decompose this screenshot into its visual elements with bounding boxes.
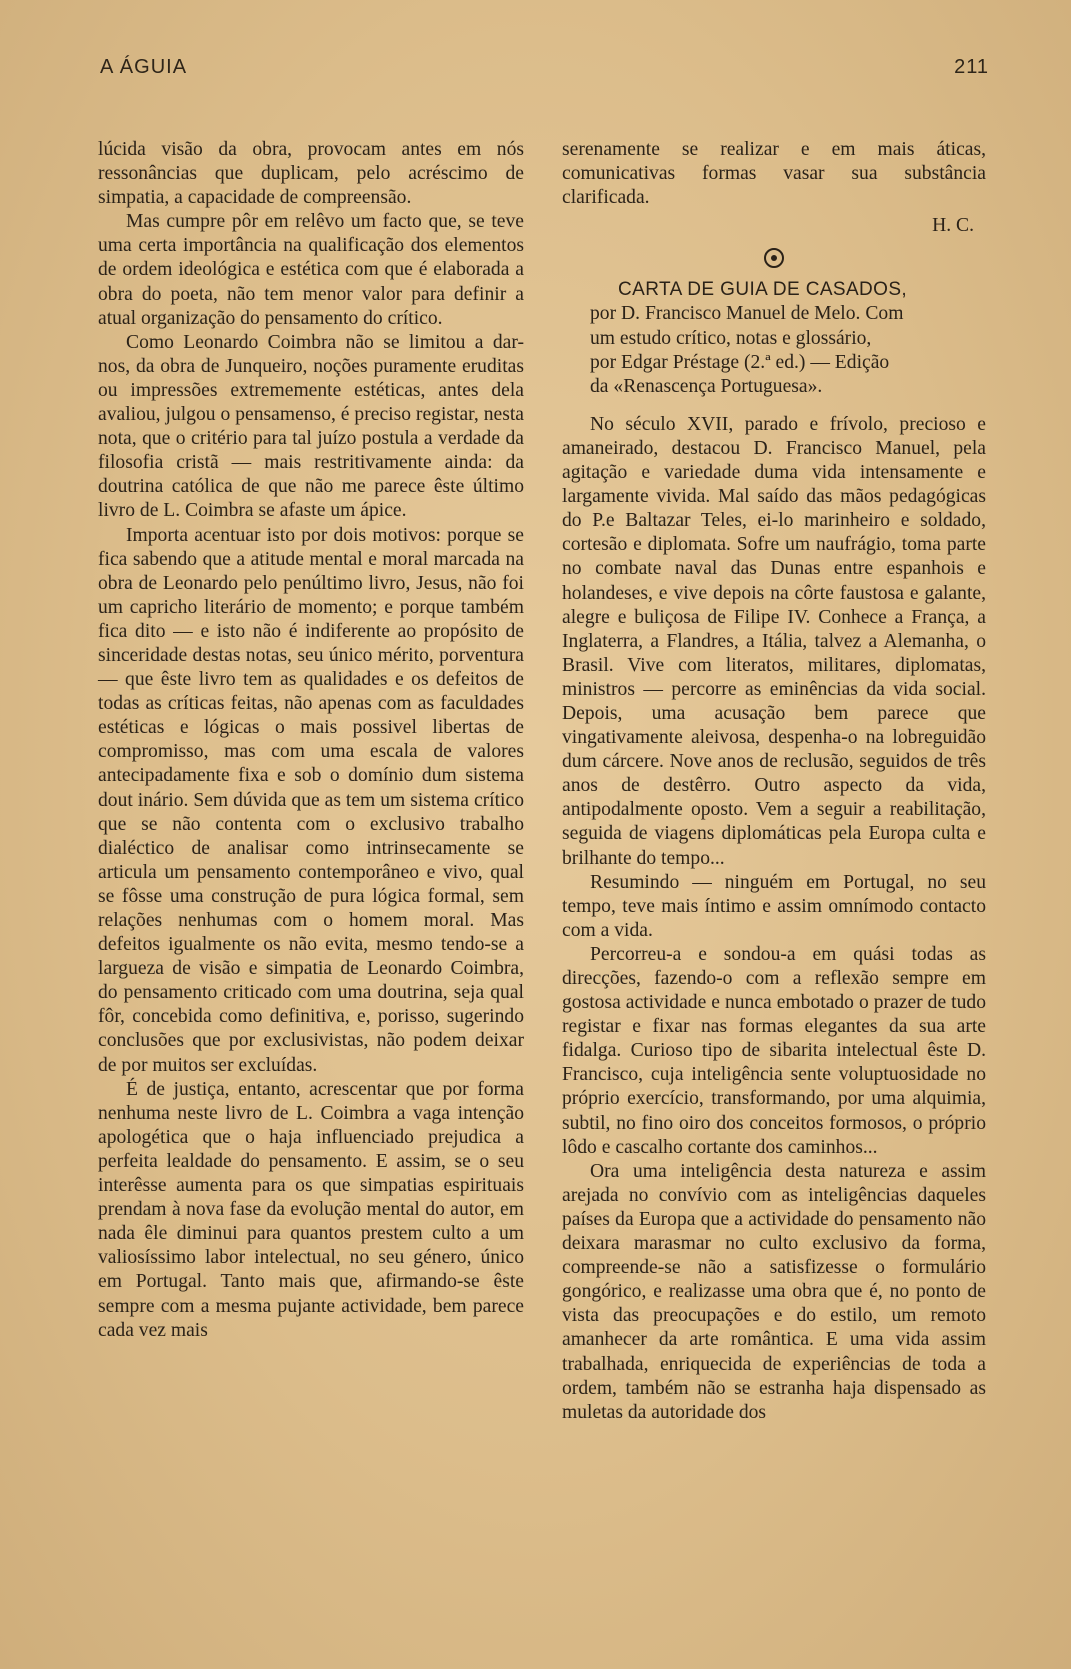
review-line: um estudo crítico, notas e glossário, — [590, 327, 872, 349]
paragraph: Ora uma inteligência desta natureza e assim arejada no convívio com as inteligências daqueles países da Europa que a actividade do pensamento não deixara marasmar no culto exclusivo da forma, compreende-se não a satisfizesse o formulário gongórico, e realizasse uma obra que é, no ponto de vista das preocupações e do estilo, um remoto amanhecer da arte romântica. E uma vida assim trabalhada, enriquecida de experiências de toda a ordem, também não se estranha haja dispensado as muletas da autoridade dos — [562, 1160, 986, 1423]
review-title: CARTA DE GUIA DE CASADOS, — [618, 279, 908, 301]
paragraph: Mas cumpre pôr em relêvo um facto que, se teve uma certa importância na qualificação dos elementos de ordem ideológica e estética com que é elaborada a obra do poeta, não tem menor valor para definir a atual organização do pensamento do crítico. — [98, 211, 524, 329]
review-line: por Edgar Préstage (2.ª ed.) — Edição — [590, 351, 890, 373]
paragraph: serenamente se realizar e em mais áticas, comunicativas formas vasar sua substância clarificada. — [562, 139, 986, 209]
left-column — [98, 138, 524, 1343]
page-number: 211 — [954, 56, 989, 78]
review-heading — [562, 278, 986, 398]
paragraph: Resumindo — ninguém em Portugal, no seu tempo, teve mais íntimo e assim omnímodo contacto com a vida. — [562, 871, 986, 941]
review-line: por D. Francisco Manuel de Melo. Com — [590, 303, 904, 325]
right-column — [562, 138, 986, 1425]
running-head — [100, 56, 989, 79]
paragraph: lúcida visão da obra, provocam antes em nós ressonâncias que duplicam, pelo acréscimo de simpatia, a capacidade de compreensão. — [98, 139, 524, 209]
review-line: da «Renascença Portuguesa». — [590, 375, 823, 397]
author-signature: H. C. — [932, 215, 974, 237]
circled-dot-ornament-icon — [764, 248, 784, 268]
paragraph: Importa acentuar isto por dois motivos: porque se fica sabendo que a atitude mental e moral marcada na obra de Leonardo pelo penúltimo livro, Jesus, não foi um capricho literário de momento; e porque também fica dito — e isto não é indiferente ao propósito de sinceridade destas notas, seu único mérito, porventura — que êste livro tem as qualidades e os defeitos de todas as críticas feitas, não apenas com as faculdades estéticas e lógicas o mais possivel libertas de compromisso, mas com uma escala de valores antecipadamente fixa e sob o domínio dum sistema dout inário. Sem dúvida que as tem um sistema crítico que se não contenta com o exclusivo trabalho dialéctico de analisar como intrinsecamente se articula um pensamento contemporâneo e vivo, qual se fôsse uma construção de pura lógica formal, sem relações nenhumas com o homem moral. Mas defeitos igualmente os não evita, mesmo tendo-se a largueza de visão e simpatia de Leonardo Coimbra, do pensamento criticado com uma doutrina, seja qual fôr, concebida como definitiva, e, porisso, sugerindo conclusões que por exclusivistas, não podem deixar de por muitos ser excluídas. — [98, 524, 524, 1076]
paragraph: Percorreu-a e sondou-a em quási todas as direcções, fazendo-o com a reflexão sempre em gostosa actividade e nunca embotado o prazer de tudo registar e fixar nas formas elegantes da sua arte fidalga. Curioso tipo de sibarita intelectual êste D. Francisco, cuja inteligência sente voluptuosidade no próprio exercício, transformando, por uma alquimia, subtil, no fino oiro dos conceitos formosos, o próprio lôdo e cascalho cortante dos caminhos... — [562, 943, 986, 1158]
journal-title: A ÁGUIA — [100, 56, 188, 78]
paragraph: Como Leonardo Coimbra não se limitou a dar-nos, da obra de Junqueiro, noções puramente eruditas ou impressões extrememente estéticas, antes dela avaliou, julgou o pensamenso, é preciso registar, nesta nota, que o critério para tal juízo postula a verdade da filosofia cristã — mais restritivamente ainda: da doutrina católica de que não me parece êste último livro de L. Coimbra se afaste um ápice. — [98, 331, 524, 522]
paragraph: É de justiça, entanto, acrescentar que por forma nenhuma neste livro de L. Coimbra a vaga intenção apologética que o haja influenciado prejudica a perfeita lealdade do pensamento. E assim, se o seu interêsse aumenta para os que simpatias espirituais prendam à nova fase da evolução mental do autor, em nada êle diminui para quantos prestem culto a um valiosíssimo labor intelectual, no seu género, único em Portugal. Tanto mais que, afirmando-se êste sempre com a mesma pujante actividade, bem parece cada vez mais — [98, 1078, 524, 1341]
paragraph: No século XVII, parado e frívolo, precioso e amaneirado, destacou D. Francisco Manuel, pela agitação e variedade duma vida intensamente e largamente vivida. Mal saído das mãos pedagógicas do P.e Baltazar Teles, ei-lo marinheiro e soldado, cortesão e diplomata. Sofre um naufrágio, toma parte no combate naval das Dunas entre espanhois e holandeses, e vive depois na côrte faustosa e galante, alegre e buliçosa de Filipe IV. Conhece a França, a Inglaterra, a Flandres, a Itália, talvez a Alemanha, o Brasil. Vive com literatos, militares, diplomatas, ministros — percorre as eminências da vida social. Depois, uma acusação bem parece que vingativamente aleivosa, despenha-o na lobreguidão dum cárcere. Nove anos de reclusão, seguidos de três anos de destêrro. Outro aspecto da vida, antipodalmente oposto. Vem a seguir a reabilitação, seguida de viagens diplomáticas pela Europa culta e brilhante do tempo... — [562, 413, 986, 869]
